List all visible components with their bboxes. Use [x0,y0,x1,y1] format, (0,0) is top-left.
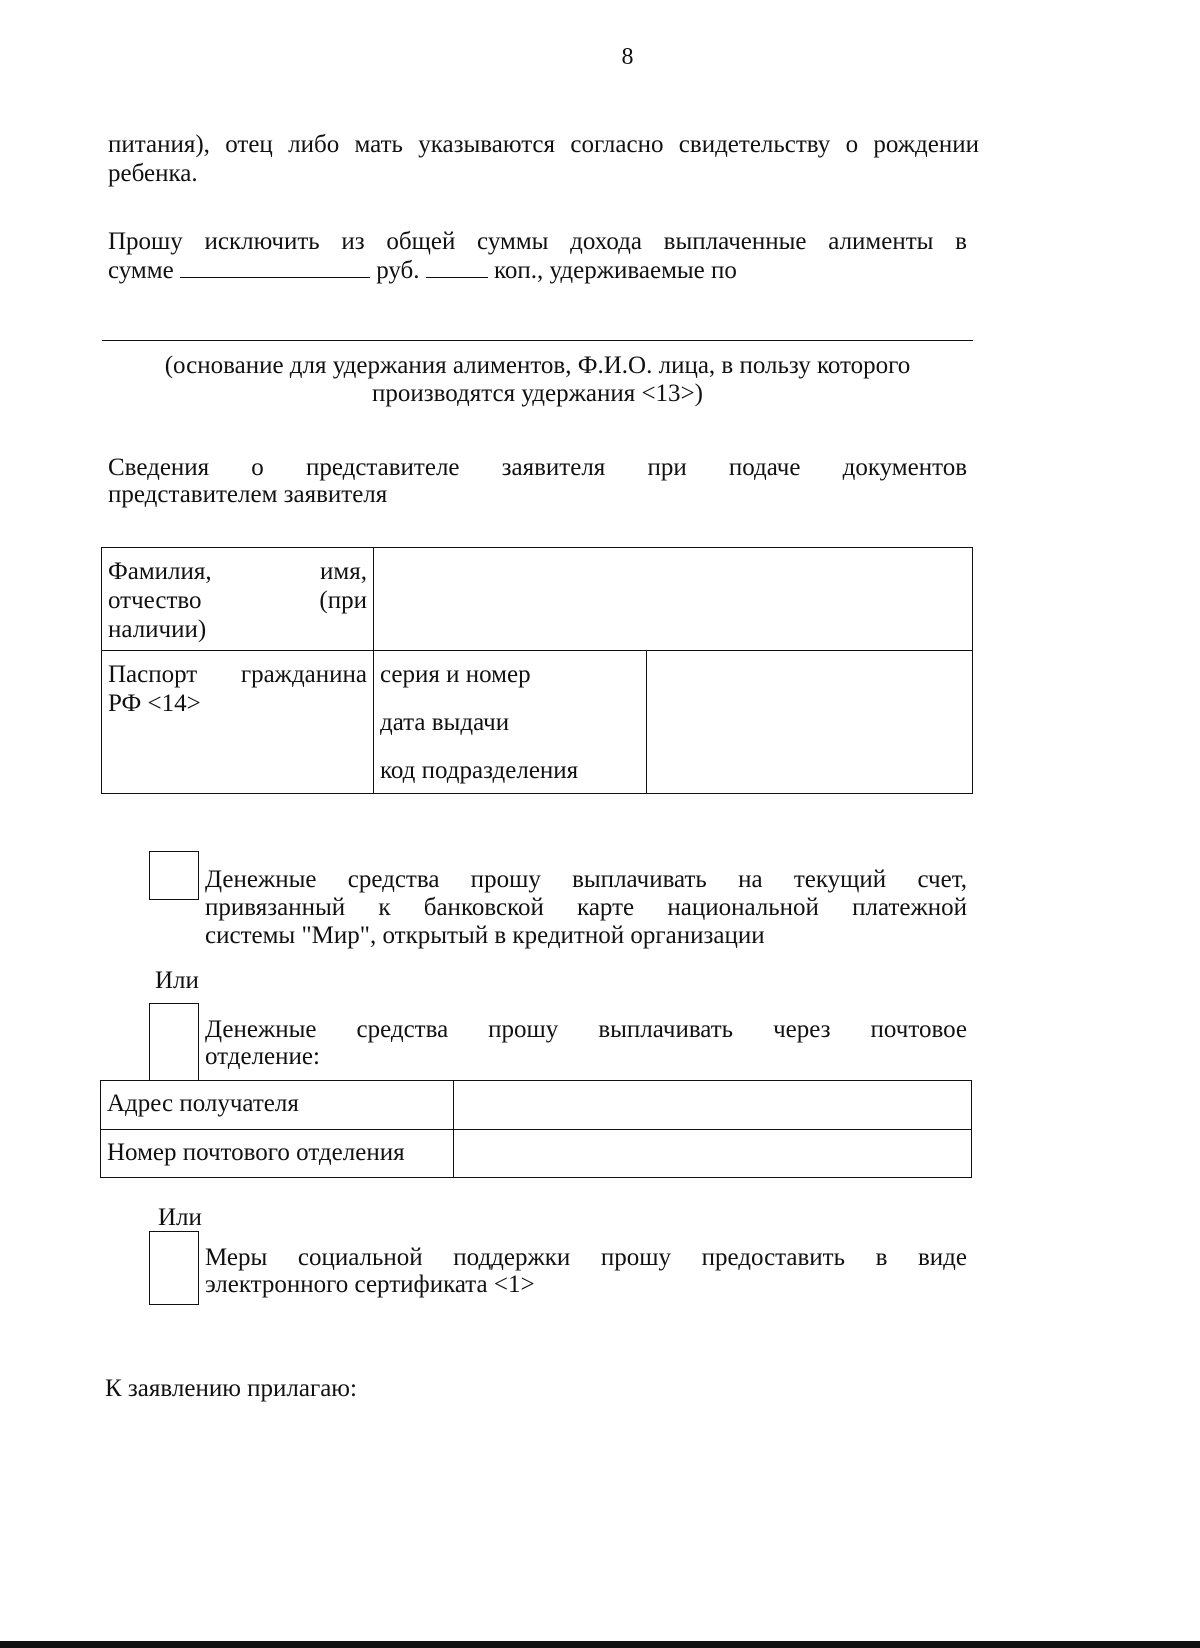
alimony-line: Прошу исключить из общей суммы дохода выплаченные алименты в [108,228,967,255]
certificate-option-line: электронного сертификата <1> [205,1271,535,1298]
post-office-table [100,1080,972,1178]
passport-label-cell [102,651,374,794]
passport-row [102,651,973,794]
card-payment-checkbox[interactable] [149,851,199,900]
passport-series-label: серия и номер [380,661,531,688]
office-label: Номер почтового отделения [107,1139,405,1166]
passport-label-line: РФ <14> [108,690,201,717]
passport-issue-date-label: дата выдачи [380,709,510,736]
basis-caption-line: (основание для удержания алиментов, Ф.И.О. лица, в пользу которого [164,352,911,379]
or-label: Или [158,1204,202,1231]
kopecks-label: коп., удерживаемые по [494,257,737,284]
fio-label-cell [102,548,374,651]
office-value-cell[interactable] [454,1130,972,1178]
passport-fields-cell [374,651,647,794]
basis-blank-line[interactable] [102,340,973,341]
fio-label-line: Фамилия, имя, [108,558,367,585]
passport-label-line: Паспорт гражданина [108,661,367,688]
scan-edge [0,1641,1200,1648]
representative-table [101,547,973,794]
alimony-amount-line [108,255,737,285]
rubles-label: руб. [376,257,420,284]
basis-caption-line: производятся удержания <13>) [372,380,703,407]
address-label-cell [101,1081,454,1130]
post-option-line: Денежные средства прошу выплачивать через почтовое [205,1016,967,1043]
paragraph-line: ребенка. [108,160,198,187]
page-number: 8 [621,44,634,70]
card-option-line: Денежные средства прошу выплачивать на текущий счет, [205,866,967,893]
certificate-checkbox[interactable] [149,1231,199,1305]
attachments-label: К заявлению прилагаю: [105,1375,357,1402]
address-label: Адрес получателя [107,1090,299,1117]
address-row [101,1081,972,1130]
paragraph-line: питания), отец либо мать указываются согласно свидетельству о рождении [108,131,979,158]
passport-dept-code-label: код подразделения [380,757,579,784]
alimony-sum-label: сумме [108,257,174,284]
fio-label-line: отчество (при [108,587,367,614]
office-row [101,1130,972,1178]
card-option-line: привязанный к банковской карте национальной платежной [205,894,967,921]
representative-heading: Сведения о представителе заявителя при подаче документов [108,454,967,481]
representative-heading-line2: представителем заявителя [108,481,388,508]
card-option-line: системы "Мир", открытый в кредитной организации [205,922,765,949]
office-label-cell [101,1130,454,1178]
rubles-blank[interactable] [180,255,370,278]
fio-value-cell[interactable] [374,548,973,651]
post-option-line: отделение: [205,1043,320,1070]
post-payment-checkbox[interactable] [149,1003,199,1081]
fio-row [102,548,973,651]
certificate-option-line: Меры социальной поддержки прошу предоставить в виде [205,1244,967,1271]
or-label: Или [155,967,199,994]
address-value-cell[interactable] [454,1081,972,1130]
kopecks-blank[interactable] [426,255,488,278]
passport-value-cell[interactable] [647,651,973,794]
fio-label-line: наличии) [108,616,207,643]
